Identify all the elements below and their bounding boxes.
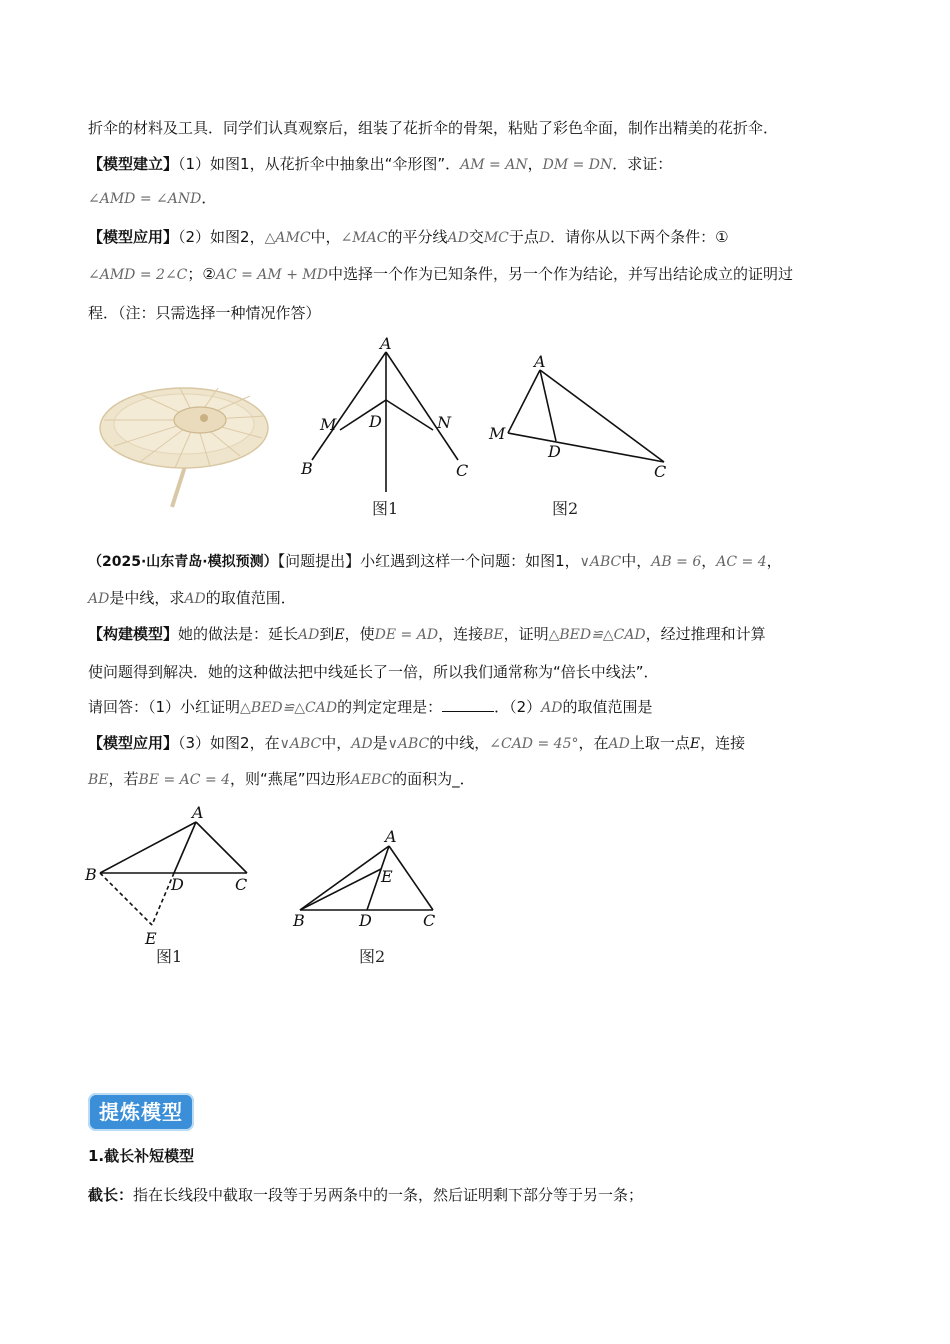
label-D: D	[359, 911, 372, 930]
text: ．求证：	[612, 155, 673, 173]
math: E	[334, 627, 345, 643]
label-C: C	[654, 462, 667, 481]
text: ，连接	[700, 734, 746, 752]
label-C: C	[456, 461, 469, 480]
math: AD	[608, 736, 630, 752]
label-M: M	[320, 415, 337, 434]
label-D: D	[548, 442, 561, 461]
caption-fig2: 图2	[359, 947, 386, 966]
label-B: B	[293, 911, 305, 930]
math: ∠AMD = ∠AND	[88, 191, 202, 207]
median-extension-diagram	[100, 822, 247, 925]
text: 中，	[321, 734, 352, 752]
source-tag: （2025·山东青岛·模拟预测）	[88, 554, 278, 570]
caption-fig1: 图1	[156, 947, 183, 966]
section-badge: 提炼模型	[88, 1093, 194, 1131]
text: 的判定定理是：	[337, 698, 443, 716]
text: 中，	[310, 228, 341, 246]
math: ∠AMD = 2∠C	[88, 267, 188, 283]
label-D: D	[369, 412, 382, 431]
math: D	[538, 230, 551, 246]
text: 中，	[621, 552, 652, 570]
math: E	[689, 736, 701, 752]
text: 使问题得到解决．她的这种做法把中线延长了一倍，所以我们通常称为“倍长中线法”．	[88, 663, 659, 681]
math: MC	[483, 230, 509, 246]
text: ，	[527, 155, 543, 173]
text: 上取一点	[629, 734, 690, 752]
label-E: E	[381, 867, 393, 886]
text: 请回答：（1）小红证明	[88, 698, 241, 716]
text: ，	[766, 552, 782, 570]
text: 的取值范围是	[562, 698, 653, 716]
text: ．请你从以下两个条件：①	[550, 228, 729, 246]
math: AD	[541, 700, 563, 716]
label-B: B	[85, 865, 97, 884]
math: AD	[351, 736, 373, 752]
caption-fig1: 图1	[372, 499, 399, 518]
math: ∠CAD = 45°	[489, 736, 579, 752]
math: AD	[88, 591, 110, 607]
text: 程．（注：只需选择一种情况作答）	[88, 304, 321, 322]
text: ，连接	[438, 625, 484, 643]
definition-line	[88, 1184, 643, 1206]
text: 的平分线	[387, 228, 448, 246]
math: AM = AN	[460, 157, 528, 173]
text: ，	[701, 552, 717, 570]
label-B: B	[301, 459, 313, 478]
label-A: A	[380, 334, 392, 353]
math: BE	[88, 772, 109, 788]
swallowtail-diagram	[300, 846, 433, 910]
text: 折伞的材料及工具．同学们认真观察后，组装了花折伞的骨架，粘贴了彩色伞面，制作出精美的花折伞．	[88, 119, 779, 137]
text: 的面积为_．	[392, 770, 475, 788]
math: △BED≌△CAD	[548, 627, 646, 643]
label-A: A	[385, 827, 397, 846]
label-model-build: 【模型建立】	[88, 155, 179, 173]
label-N: N	[437, 413, 451, 432]
math: AEBC	[350, 772, 393, 788]
text: （1）如图1，从花折伞中抽象出“伞形图”．	[178, 155, 461, 173]
text: ．（2）	[494, 698, 542, 716]
label-D: D	[171, 875, 184, 894]
text: 到	[319, 625, 335, 643]
math: AB = 6	[651, 554, 702, 570]
math: BE = AC = 4	[138, 772, 231, 788]
math: AC = 4	[716, 554, 767, 570]
math: AD	[447, 230, 469, 246]
text: 她的做法是：延长	[178, 625, 299, 643]
definition-label: 截长：	[88, 1186, 134, 1204]
math: DE = AD	[374, 627, 439, 643]
text: ，使	[344, 625, 375, 643]
math: DM = DN	[542, 157, 613, 173]
text: ，经过推理和计算	[645, 625, 766, 643]
text: 是中线，求	[109, 589, 185, 607]
math: ∨ABC	[387, 736, 430, 752]
label-C: C	[235, 875, 248, 894]
text: ，则“燕尾”四边形	[230, 770, 351, 788]
caption-fig2: 图2	[552, 499, 579, 518]
label-A: A	[192, 803, 204, 822]
text: （2）如图2，	[178, 228, 265, 246]
math: BE	[483, 627, 504, 643]
text: ．	[201, 189, 217, 207]
text: ，在	[578, 734, 609, 752]
text: ，若	[108, 770, 139, 788]
text: 中选择一个作为已知条件，另一个作为结论，并写出结论成立的证明过	[327, 265, 793, 283]
math: ∨ABC	[279, 736, 322, 752]
text: 的取值范围．	[205, 589, 296, 607]
math: △AMC	[264, 230, 311, 246]
math: ∠MAC	[340, 230, 388, 246]
text: 于点	[508, 228, 539, 246]
math: △BED≌△CAD	[240, 700, 338, 716]
section-heading: 1.截长补短模型	[88, 1147, 195, 1165]
label-model-apply: 【模型应用】	[88, 228, 179, 246]
text: （3）如图2，在	[178, 734, 280, 752]
text: ，证明	[503, 625, 549, 643]
label-build-model: 【构建模型】	[88, 625, 179, 643]
label-E: E	[145, 929, 157, 948]
label-M: M	[489, 424, 506, 443]
text: 的中线，	[429, 734, 490, 752]
math: ∨ABC	[579, 554, 622, 570]
text: 【问题提出】小红遇到这样一个问题：如图1，	[277, 552, 580, 570]
label-A: A	[534, 352, 546, 371]
label-C: C	[423, 911, 436, 930]
math: AD	[298, 627, 320, 643]
text: ；②	[187, 265, 216, 283]
definition-text: 指在长线段中截取一段等于另两条中的一条，然后证明剩下部分等于另一条；	[133, 1186, 644, 1204]
math: AC = AM + MD	[215, 267, 328, 283]
text: 是	[372, 734, 388, 752]
label-model-apply: 【模型应用】	[88, 734, 179, 752]
text: 交	[468, 228, 484, 246]
math: AD	[184, 591, 206, 607]
